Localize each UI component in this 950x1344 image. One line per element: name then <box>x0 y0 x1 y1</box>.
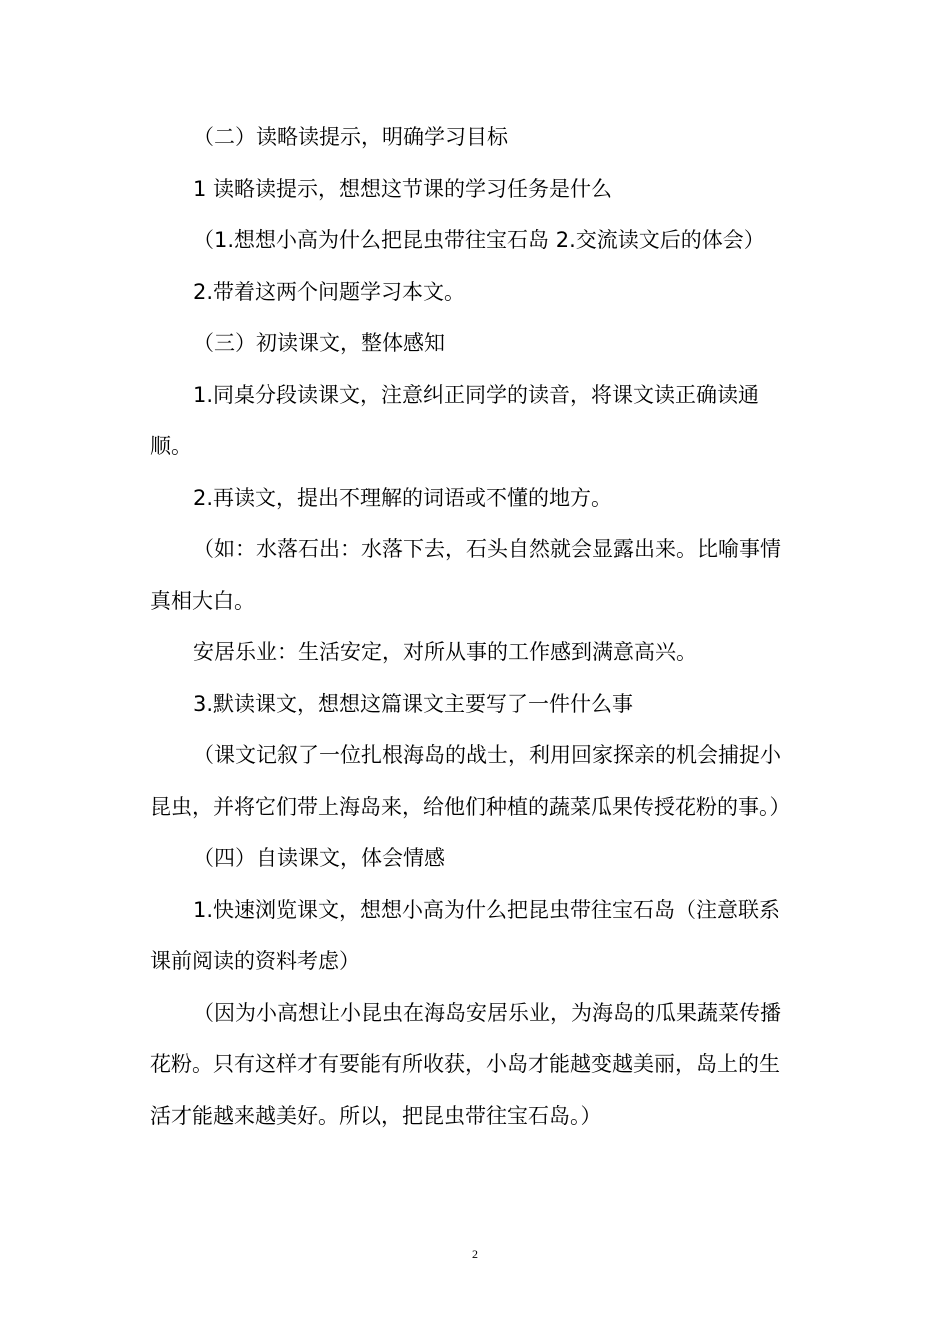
paragraph: 1.同桌分段读课文，注意纠正同学的读音，将课文读正确读通顺。 <box>150 382 760 458</box>
paragraph: （1.想想小高为什么把昆虫带往宝石岛 2.交流读文后的体会） <box>193 228 765 252</box>
paragraph: （因为小高想让小昆虫在海岛安居乐业，为海岛的瓜果蔬菜传播花粉。只有这样才有要能有所收获，小岛才能越变越美丽，岛上的生活才能越来越美好。所以，把昆虫带往宝石岛。） <box>150 1000 781 1128</box>
paragraph: 2.带着这两个问题学习本文。 <box>193 279 466 304</box>
section-heading-4: （四）自读课文，体会情感 <box>193 846 445 870</box>
paragraph: 1 读略读提示，想想这节课的学习任务是什么 <box>193 176 613 201</box>
paragraph: （课文记叙了一位扎根海岛的战士，利用回家探亲的机会捕捉小昆虫，并将它们带上海岛来，给他们种植的蔬菜瓜果传授花粉的事。） <box>150 743 791 819</box>
page-number: 2 <box>472 1247 478 1261</box>
document-body <box>150 112 800 1142</box>
paragraph: （如：水落石出：水落下去，石头自然就会显露出来。比喻事情真相大白。 <box>150 537 781 613</box>
paragraph: 3.默读课文，想想这篇课文主要写了一件什么事 <box>193 691 634 716</box>
paragraph: 2.再读文，提出不理解的词语或不懂的地方。 <box>193 485 613 510</box>
paragraph: 1.快速浏览课文，想想小高为什么把昆虫带往宝石岛（注意联系课前阅读的资料考虑） <box>150 897 781 973</box>
section-heading-2: （二）读略读提示，明确学习目标 <box>193 125 508 149</box>
section-heading-3: （三）初读课文，整体感知 <box>193 331 445 355</box>
paragraph: 安居乐业：生活安定，对所从事的工作感到满意高兴。 <box>193 640 697 664</box>
